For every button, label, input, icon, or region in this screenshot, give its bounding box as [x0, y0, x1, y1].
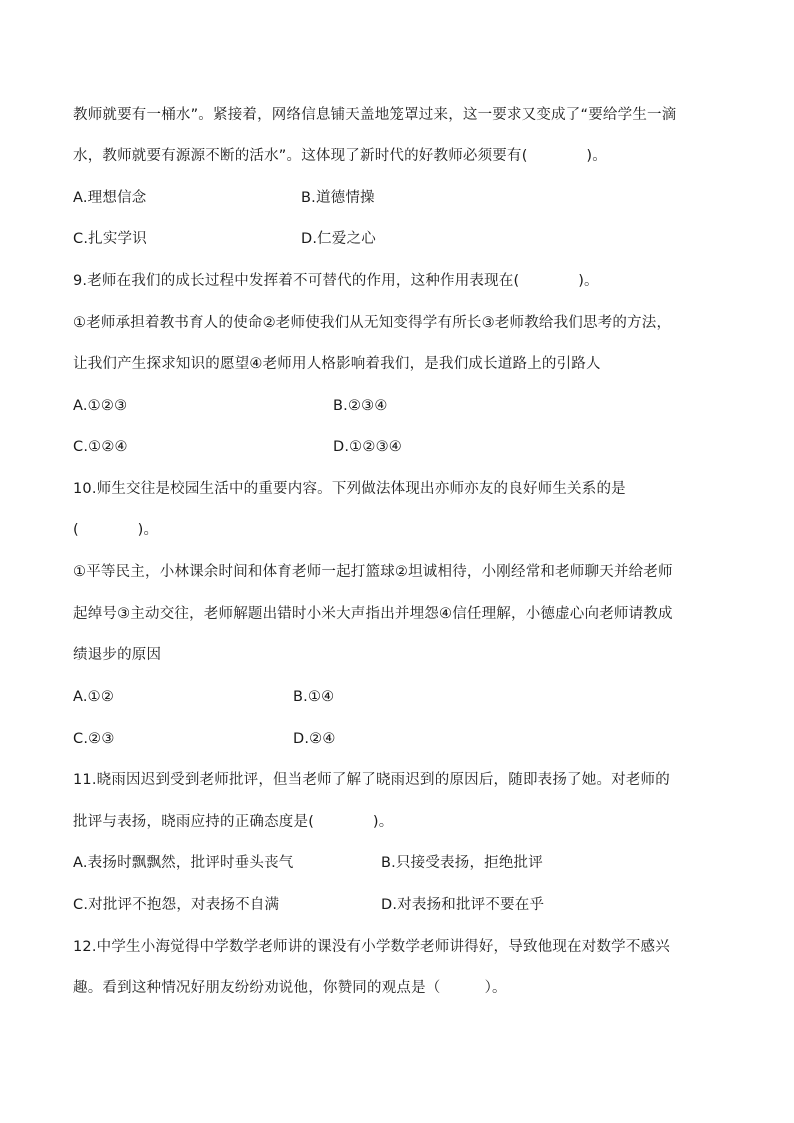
q11-option-d: D.对表扬和批评不要在乎 [381, 897, 545, 913]
q9-option-d: D.①②③④ [333, 439, 402, 455]
q12-stem-line-1: 12.中学生小海觉得中学数学老师讲的课没有小学数学老师讲得好，导致他现在对数学不感兴 [73, 939, 670, 955]
q10-option-b: B.①④ [293, 689, 335, 705]
q9-option-c: C.①②④ [73, 439, 128, 455]
q10-option-a: A.①② [73, 689, 115, 705]
q10-stem-line-2: ( )。 [73, 522, 159, 538]
q11-option-b: B.只接受表扬，拒绝批评 [381, 855, 543, 871]
q9-option-a: A.①②③ [73, 398, 128, 414]
q8-stem-line-2: 水，教师就要有源源不断的活水”。这体现了新时代的好教师必须要有( )。 [73, 148, 607, 164]
q9-items-line-2: 让我们产生探求知识的愿望④老师用人格影响着我们，是我们成长道路上的引路人 [73, 356, 601, 372]
q11-stem-line-1: 11.晓雨因迟到受到老师批评，但当老师了解了晓雨迟到的原因后，随即表扬了她。对老师的 [73, 772, 670, 788]
q9-stem: 9.老师在我们的成长过程中发挥着不可替代的作用，这种作用表现在( )。 [73, 273, 599, 289]
q10-option-d: D.②④ [293, 731, 336, 747]
q11-stem-line-2: 批评与表扬，晓雨应持的正确态度是( )。 [73, 814, 394, 830]
q11-option-a: A.表扬时飘飘然，批评时垂头丧气 [73, 855, 294, 871]
q10-option-c: C.②③ [73, 731, 115, 747]
q8-stem-line-1: 教师就要有一桶水”。紧接着，网络信息铺天盖地笼罩过来，这一要求又变成了“要给学生一滴 [73, 107, 677, 123]
q10-items-line-2: 起绰号③主动交往，老师解题出错时小米大声指出并埋怨④信任理解，小德虚心向老师请教成 [73, 606, 673, 622]
q12-stem-line-2: 趣。看到这种情况好朋友纷纷劝说他，你赞同的观点是（ ）。 [73, 980, 507, 996]
q10-stem-line-1: 10.师生交往是校园生活中的重要内容。下列做法体现出亦师亦友的良好师生关系的是 [73, 481, 626, 497]
q8-option-b: B.道德情操 [301, 190, 375, 206]
q9-items-line-1: ①老师承担着教书育人的使命②老师使我们从无知变得学有所长③老师教给我们思考的方法， [73, 315, 672, 331]
q8-option-c: C.扎实学识 [73, 231, 147, 247]
q10-items-line-3: 绩退步的原因 [73, 647, 162, 663]
q11-option-c: C.对批评不抱怨，对表扬不自满 [73, 897, 280, 913]
q9-option-b: B.②③④ [333, 398, 388, 414]
q8-option-a: A.理想信念 [73, 190, 147, 206]
q8-option-d: D.仁爱之心 [301, 231, 376, 247]
q10-items-line-1: ①平等民主，小林课余时间和体育老师一起打篮球②坦诚相待，小刚经常和老师聊天并给老师 [73, 564, 673, 580]
